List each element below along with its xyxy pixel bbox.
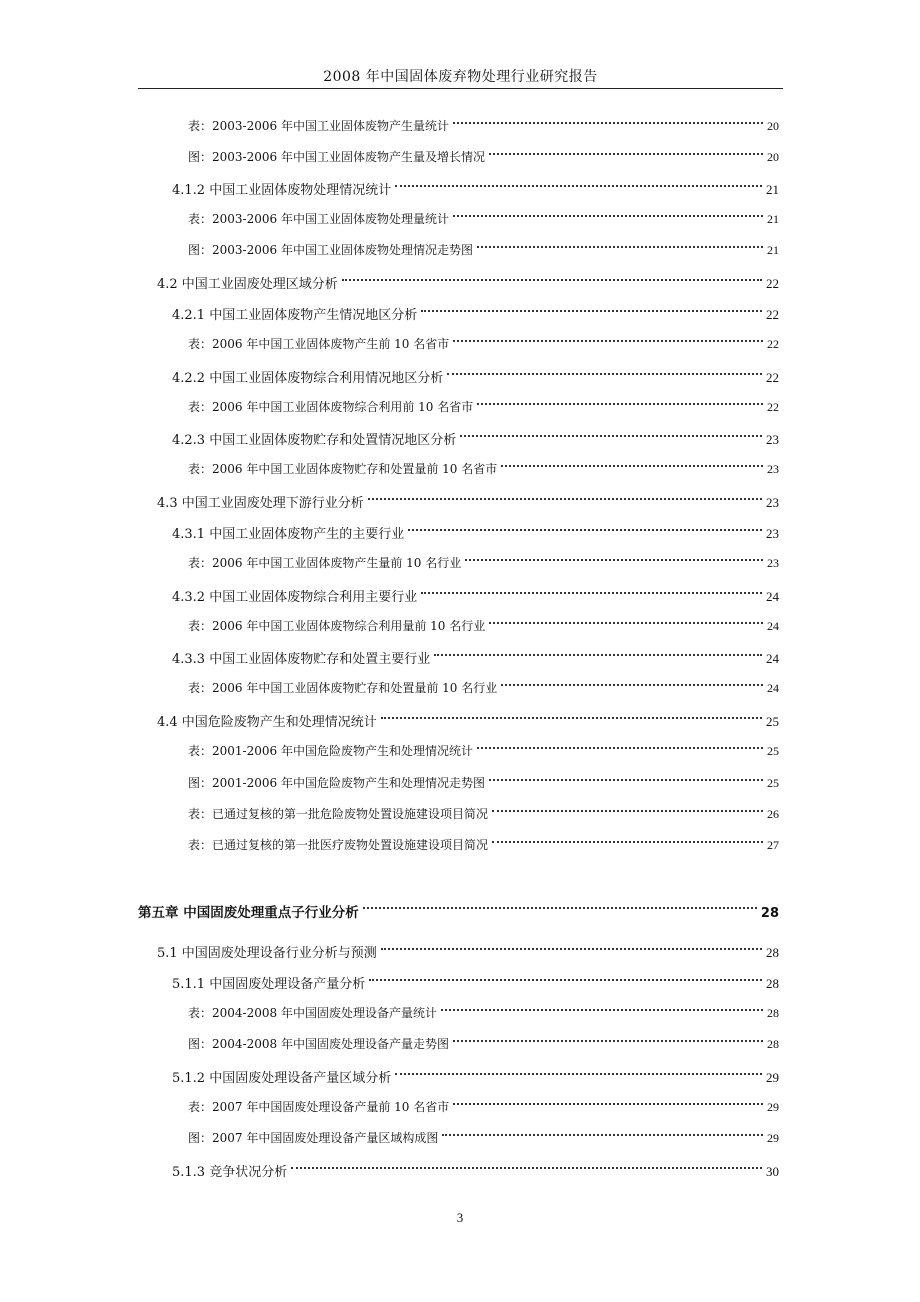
toc-entry-title: 表：2006 年中国工业固体废物产生量前 10 名行业 — [188, 556, 462, 570]
toc-entry-page: 29 — [766, 1070, 779, 1085]
toc-entry-item — [188, 210, 779, 227]
toc-leader-dots — [421, 592, 762, 594]
toc-entry-page: 27 — [767, 838, 779, 852]
toc-entry-title: 表：2006 年中国工业固体废物产生前 10 名省市 — [188, 337, 450, 351]
toc-leader-dots — [342, 279, 762, 281]
toc-entry-title: 表：2006 年中国工业固体废物贮存和处置量前 10 名行业 — [188, 681, 498, 695]
toc-entry-title: 表：2006 年中国工业固体废物贮存和处置量前 10 名省市 — [188, 462, 498, 476]
toc-entry-sub — [172, 586, 779, 605]
toc-entry-title: 5.1.2 中国固废处理设备产量区域分析 — [172, 1071, 392, 1086]
toc-entry-title: 5.1.1 中国固废处理设备产量分析 — [172, 977, 366, 992]
toc-entry-page: 22 — [766, 370, 779, 385]
toc-entry-section — [157, 942, 779, 961]
toc-leader-dots — [501, 465, 763, 467]
toc-entry-title: 4.2 中国工业固废处理区域分析 — [157, 277, 338, 292]
toc-entry-page: 22 — [767, 400, 779, 414]
toc-leader-dots — [453, 1040, 763, 1042]
toc-entry-item — [188, 1035, 779, 1052]
toc-entry-title: 表：2003-2006 年中国工业固体废物产生量统计 — [188, 119, 449, 133]
toc-entry-page: 29 — [767, 1131, 779, 1145]
toc-leader-dots — [363, 907, 757, 909]
toc-entry-page: 23 — [766, 432, 779, 447]
toc-entry-title: 表：2003-2006 年中国工业固体废物处理量统计 — [188, 212, 449, 226]
toc-entry-title: 图：2001-2006 年中国危险废物产生和处理情况走势图 — [188, 776, 485, 790]
toc-leader-dots — [453, 122, 763, 124]
toc-entry-item — [188, 335, 779, 352]
toc-leader-dots — [489, 153, 763, 155]
toc-entry-page: 24 — [767, 681, 779, 695]
toc-entry-title: 4.4 中国危险废物产生和处理情况统计 — [157, 715, 377, 730]
toc-entry-item — [188, 742, 779, 759]
toc-entry-item — [188, 554, 779, 571]
toc-entry-page: 22 — [766, 307, 779, 322]
toc-entry-page: 28 — [767, 1037, 779, 1051]
toc-entry-sub — [172, 304, 779, 323]
toc-leader-dots — [291, 1167, 762, 1169]
toc-entry-title: 4.2.3 中国工业固体废物贮存和处置情况地区分析 — [172, 433, 457, 448]
toc-entry-page: 23 — [766, 495, 779, 510]
toc-leader-dots — [501, 684, 763, 686]
toc-entry-page: 28 — [766, 976, 779, 991]
toc-entry-sub — [172, 179, 779, 198]
toc-entry-title: 4.3.2 中国工业固体废物综合利用主要行业 — [172, 590, 418, 605]
toc-leader-dots — [492, 810, 763, 812]
toc-leader-dots — [434, 654, 762, 656]
toc-leader-dots — [453, 215, 763, 217]
toc-entry-page: 25 — [767, 744, 779, 758]
toc-leader-dots — [492, 841, 763, 843]
toc-entry-page: 23 — [767, 556, 779, 570]
toc-entry-title: 第五章 中国固废处理重点子行业分析 — [138, 905, 359, 921]
toc-entry-page: 25 — [766, 714, 779, 729]
toc-leader-dots — [368, 498, 762, 500]
toc-entry-title: 图：2004-2008 年中国固废处理设备产量走势图 — [188, 1037, 449, 1051]
toc-entry-sub — [172, 1161, 779, 1180]
toc-entry-item — [188, 1004, 779, 1021]
toc-entry-sub — [172, 367, 779, 386]
toc-leader-dots — [447, 373, 762, 375]
toc-entry-title: 表：2001-2006 年中国危险废物产生和处理情况统计 — [188, 744, 473, 758]
toc-entry-section — [157, 711, 779, 730]
header-divider — [138, 88, 783, 89]
toc-entry-title: 4.2.2 中国工业固体废物综合利用情况地区分析 — [172, 371, 444, 386]
toc-entry-page: 22 — [766, 276, 779, 291]
toc-entry-title: 表：2007 年中国固废处理设备产量前 10 名省市 — [188, 1100, 450, 1114]
page-number: 3 — [456, 1210, 464, 1225]
toc-leader-dots — [381, 948, 762, 950]
toc-leader-dots — [395, 185, 762, 187]
toc-entry-page: 22 — [767, 337, 779, 351]
toc-entry-title: 表：已通过复核的第一批医疗废物处置设施建设项目简况 — [188, 838, 489, 852]
toc-entry-item — [188, 1098, 779, 1115]
toc-entry-page: 20 — [767, 119, 779, 133]
toc-entry-title: 表：2006 年中国工业固体废物综合利用前 10 名省市 — [188, 400, 474, 414]
toc-entry-sub — [172, 523, 779, 542]
toc-entry-page: 28 — [766, 945, 779, 960]
toc-entry-page: 23 — [767, 462, 779, 476]
toc-entry-page: 24 — [766, 651, 779, 666]
toc-entry-title: 4.3.3 中国工业固体废物贮存和处置主要行业 — [172, 652, 431, 667]
toc-leader-dots — [489, 622, 763, 624]
toc-entry-item — [188, 805, 779, 822]
toc-leader-dots — [408, 529, 762, 531]
toc-leader-dots — [421, 310, 762, 312]
toc-entry-title: 5.1.3 竞争状况分析 — [172, 1165, 288, 1180]
page-header-title: 2008 年中国固体废弃物处理行业研究报告 — [323, 69, 598, 85]
toc-entry-page: 23 — [766, 526, 779, 541]
toc-leader-dots — [477, 403, 763, 405]
toc-leader-dots — [453, 340, 763, 342]
toc-entry-sub — [172, 429, 779, 448]
toc-entry-item — [188, 398, 779, 415]
toc-entry-page: 28 — [760, 906, 779, 921]
toc-entry-item — [188, 1129, 779, 1146]
toc-entry-item — [188, 836, 779, 853]
toc-leader-dots — [489, 779, 763, 781]
toc-entry-page: 21 — [767, 243, 779, 257]
toc-entry-page: 30 — [766, 1164, 779, 1179]
toc-entry-title: 4.2.1 中国工业固体废物产生情况地区分析 — [172, 308, 418, 323]
toc-entry-page: 28 — [767, 1006, 779, 1020]
toc-entry-sub — [172, 1067, 779, 1086]
toc-entry-page: 24 — [766, 589, 779, 604]
toc-entry-title: 图：2007 年中国固废处理设备产量区域构成图 — [188, 1131, 439, 1145]
toc-entry-page: 29 — [767, 1100, 779, 1114]
toc-entry-page: 21 — [767, 212, 779, 226]
toc-leader-dots — [441, 1009, 763, 1011]
toc-entry-chapter — [138, 901, 779, 921]
toc-entry-item — [188, 117, 779, 134]
toc-entry-sub — [172, 648, 779, 667]
toc-entry-page: 26 — [767, 807, 779, 821]
toc-entry-title: 4.1.2 中国工业固体废物处理情况统计 — [172, 183, 392, 198]
toc-leader-dots — [369, 979, 762, 981]
toc-entry-section — [157, 273, 779, 292]
toc-entry-item — [188, 679, 779, 696]
toc-entry-page: 25 — [767, 776, 779, 790]
toc-leader-dots — [395, 1073, 762, 1075]
toc-entry-title: 图：2003-2006 年中国工业固体废物产生量及增长情况 — [188, 150, 485, 164]
toc-entry-title: 表：2004-2008 年中国固废处理设备产量统计 — [188, 1006, 437, 1020]
toc-leader-dots — [381, 717, 762, 719]
toc-entry-page: 20 — [767, 150, 779, 164]
toc-leader-dots — [477, 747, 763, 749]
toc-leader-dots — [477, 246, 763, 248]
toc-leader-dots — [453, 1103, 763, 1105]
toc-entry-sub — [172, 973, 779, 992]
toc-entry-item — [188, 460, 779, 477]
toc-entry-title: 表：已通过复核的第一批危险废物处置设施建设项目简况 — [188, 807, 489, 821]
toc-leader-dots — [442, 1134, 763, 1136]
toc-entry-item — [188, 617, 779, 634]
toc-entry-section — [157, 492, 779, 511]
toc-entry-title: 表：2006 年中国工业固体废物综合利用量前 10 名行业 — [188, 619, 486, 633]
toc-entry-page: 24 — [767, 619, 779, 633]
toc-leader-dots — [465, 559, 763, 561]
toc-entry-title: 图：2003-2006 年中国工业固体废物处理情况走势图 — [188, 243, 473, 257]
toc-entry-page: 21 — [766, 182, 779, 197]
toc-leader-dots — [460, 435, 762, 437]
toc-entry-title: 4.3.1 中国工业固体废物产生的主要行业 — [172, 527, 405, 542]
toc-entry-item — [188, 241, 779, 258]
toc-entry-title: 4.3 中国工业固废处理下游行业分析 — [157, 496, 364, 511]
toc-entry-item — [188, 774, 779, 791]
toc-entry-item — [188, 148, 779, 165]
toc-entry-title: 5.1 中国固废处理设备行业分析与预测 — [157, 946, 377, 961]
